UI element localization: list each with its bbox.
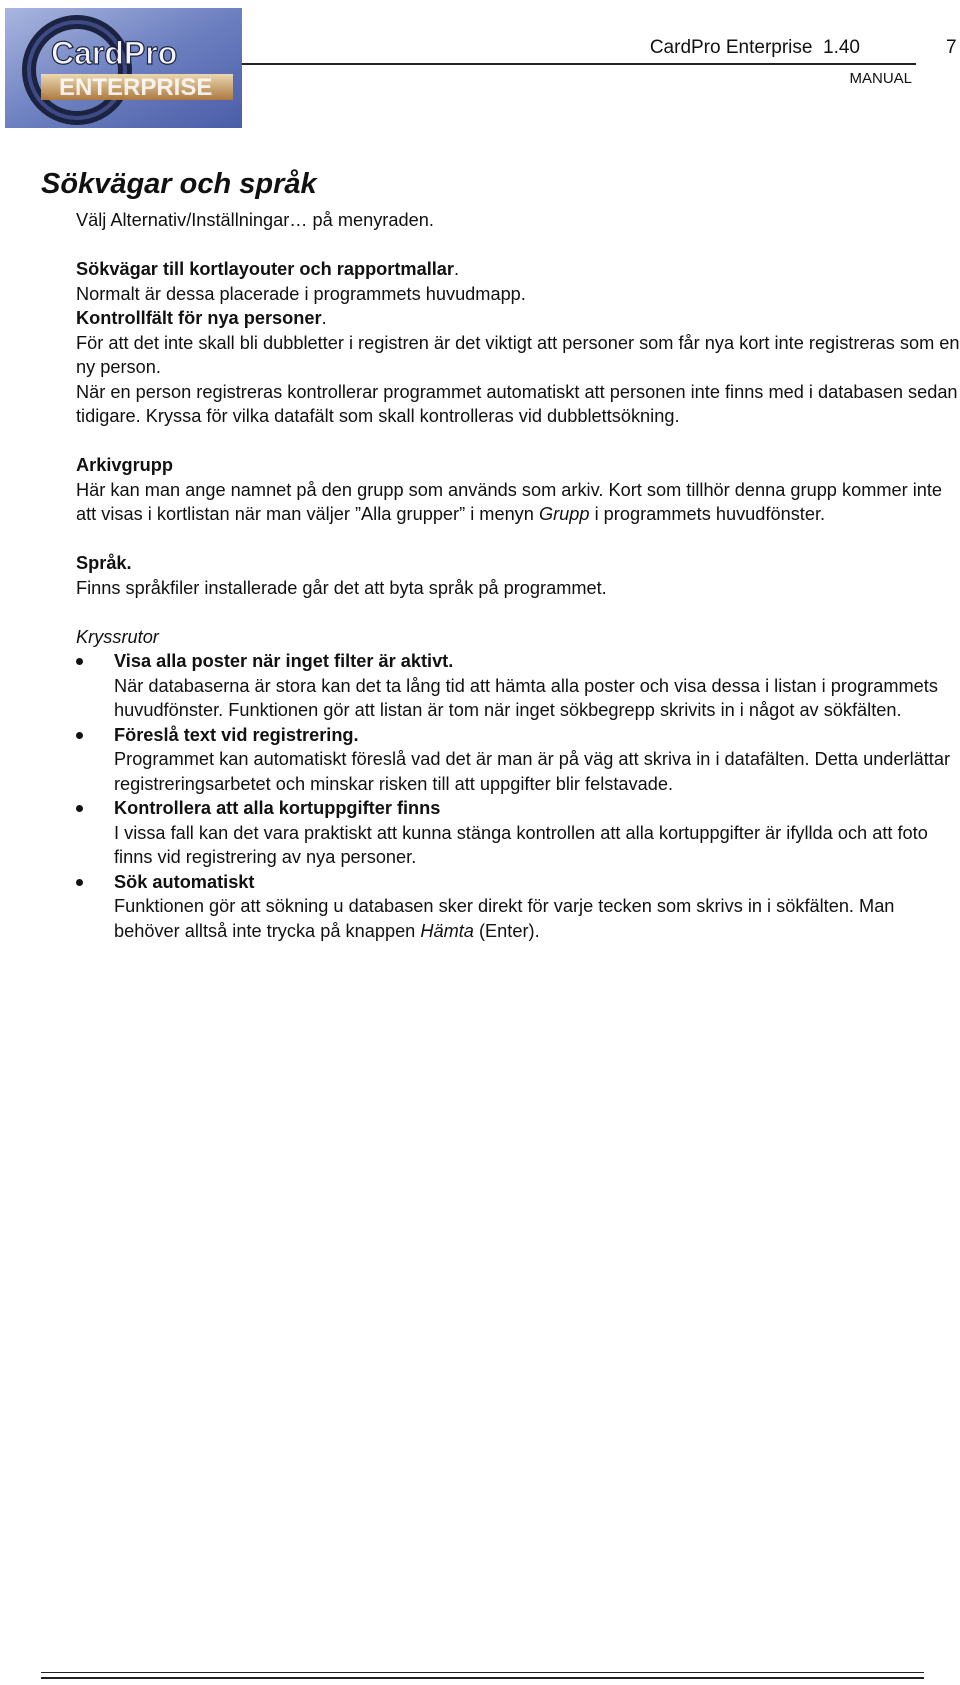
- list-item: [76, 723, 960, 797]
- bullet-icon: [76, 805, 83, 812]
- intro-text: Välj Alternativ/Inställningar… på menyraden.: [76, 210, 434, 230]
- bullet-text: Programmet kan automatiskt föreslå vad det är man är på väg att skriva in i datafälten. Detta underlättar registreringsarbetet och minskar risken till att uppgifter blir felstavade.: [114, 749, 951, 794]
- paths-paragraph: Sökvägar till kortlayouter och rapportmallar.: [76, 259, 460, 279]
- bullet-icon: [76, 732, 83, 739]
- page-number: 7: [946, 37, 957, 58]
- section-body: [76, 208, 960, 943]
- footer-divider-thick: [41, 1677, 924, 1679]
- bullet-text: När databaserna är stora kan det ta lång tid att hämta alla poster och visa dessa i listan i programmets huvudfönster. Funktionen gör att listan är tom när inget sökbegrepp skrivits in i något av sökfälten.: [114, 675, 938, 720]
- bullet-title: Kontrollera att alla kortuppgifter finns: [114, 798, 441, 818]
- language-text: Finns språkfiler installerade går det att byta språk på programmet.: [76, 577, 607, 598]
- logo-graphic: [5, 8, 242, 128]
- control-paragraph: Kontrollfält för nya personer.: [76, 308, 327, 328]
- archive-text: Här kan man ange namnet på den grupp som används som arkiv. Kort som tillhör denna grupp kommer inte att visas i kortlistan när man väljer ”Alla grupper” i menyn Grupp i programmets huvudfönster.: [76, 479, 943, 524]
- list-item: [76, 870, 960, 944]
- bullet-title: Visa alla poster när inget filter är aktivt.: [114, 651, 454, 671]
- footer-divider-thin: [41, 1672, 924, 1673]
- bullet-text: Funktionen gör att sökning u databasen sker direkt för varje tecken som skrivs in i sökfälten. Man behöver alltså inte trycka på knappen Hämta (Enter).: [114, 896, 895, 941]
- logo-enterprise-text: ENTERPRISE: [59, 74, 213, 101]
- paths-text: Normalt är dessa placerade i programmets huvudmapp.: [76, 283, 526, 304]
- cardpro-enterprise-logo: [5, 8, 242, 128]
- logo-cardpro-text: CardPro: [51, 35, 178, 71]
- paths-heading: Sökvägar till kortlayouter och rapportmallar: [76, 259, 455, 279]
- checkboxes-heading: Kryssrutor: [76, 626, 159, 647]
- bullet-icon: [76, 879, 83, 886]
- language-heading: Språk.: [76, 553, 132, 573]
- bullet-title: Sök automatiskt: [114, 871, 255, 892]
- control-heading: Kontrollfält för nya personer: [76, 308, 322, 328]
- bullet-icon: [76, 658, 83, 665]
- control-text-1: För att det inte skall bli dubbletter i registren är det viktigt att personer som får nya kort inte registreras som en ny person.: [76, 332, 960, 377]
- list-item: [76, 796, 960, 870]
- header-subtitle: MANUAL: [849, 70, 912, 87]
- header-title: CardPro Enterprise 1.40: [649, 37, 860, 58]
- bullet-text: I vissa fall kan det vara praktiskt att kunna stänga kontrollen att alla kortuppgifter är ifyllda och att foto finns vid registrering av nya personer.: [114, 822, 928, 867]
- checkbox-options-list: [76, 649, 960, 943]
- list-item: [76, 649, 960, 723]
- header-divider: [242, 63, 916, 65]
- control-text-2: När en person registreras kontrollerar programmet automatiskt att personen inte finns med i databasen sedan tidigare. Kryssa för vilka datafält som skall kontrolleras vid dubblettsökning.: [76, 381, 958, 426]
- archive-heading: Arkivgrupp: [76, 455, 174, 475]
- section-title: Sökvägar och språk: [41, 168, 317, 200]
- bullet-title: Föreslå text vid registrering.: [114, 724, 359, 745]
